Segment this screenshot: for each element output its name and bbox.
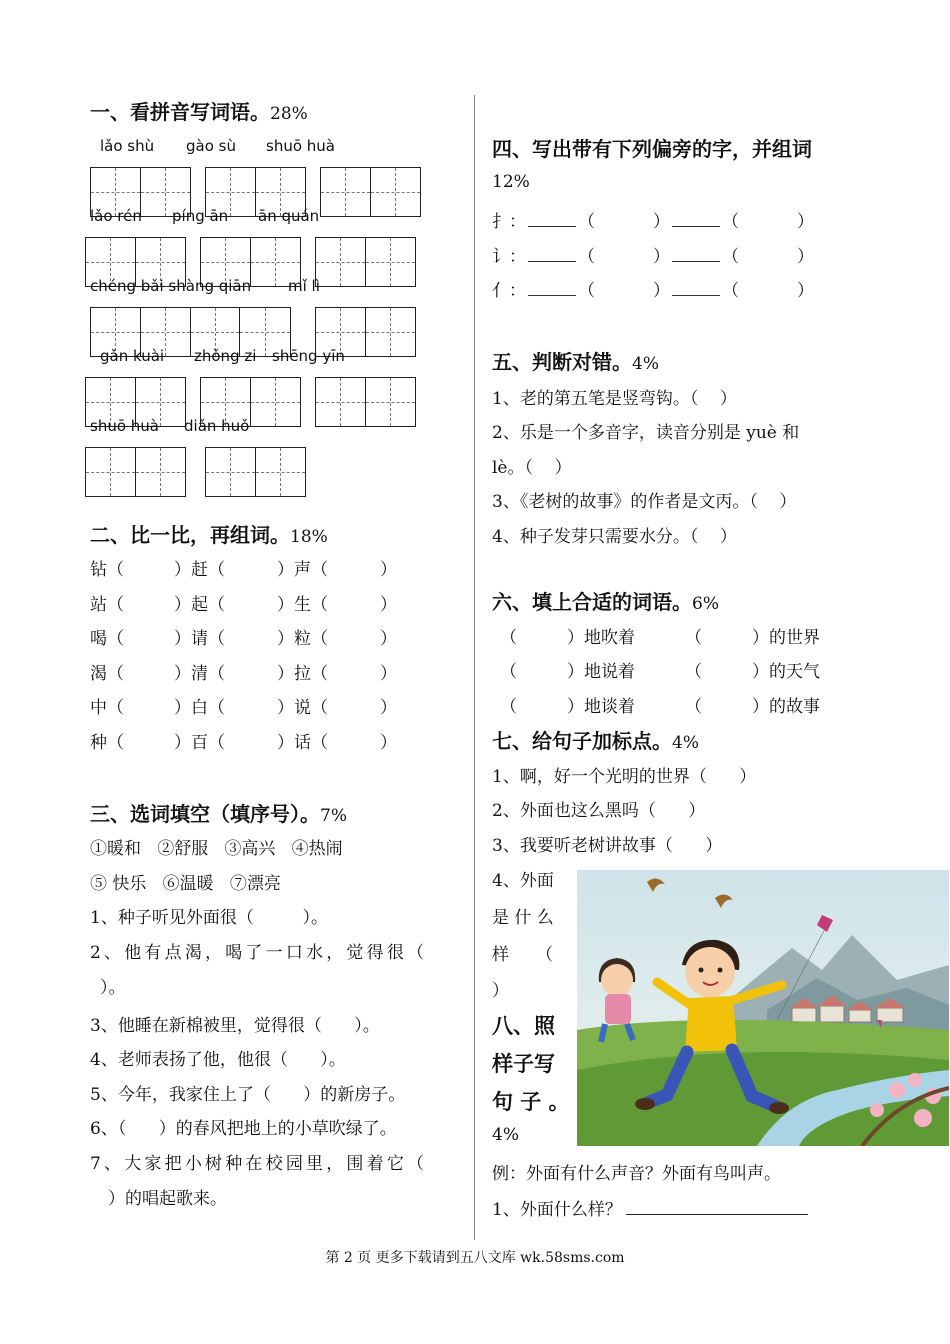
section6-title: 六、填上合适的词语。6% — [492, 590, 719, 614]
pinyin: shuō huà — [90, 417, 159, 435]
phrase-row: （ ）地说着 （ ）的天气 — [500, 662, 820, 682]
judge-question: 3、《老树的故事》的作者是文丙。（ ） — [492, 492, 797, 512]
section8-title: 句 子 。 — [492, 1090, 570, 1114]
compare-row: 中（ ）白（ ）说（ ） — [90, 698, 397, 718]
radical-row: 亻： （ ） （ ） — [492, 281, 814, 301]
pinyin: ān quán — [258, 207, 320, 225]
judge-question: lè。（ ） — [492, 458, 572, 478]
word-options: ①暖和 ②舒服 ③高兴 ④热闹 — [90, 839, 343, 859]
writing-grid[interactable] — [85, 447, 186, 497]
compare-row: 喝（ ）请（ ）粒（ ） — [90, 629, 397, 649]
section1-title: 一、看拼音写词语。28% — [90, 100, 308, 124]
judge-question: 1、老的第五笔是竖弯钩。（ ） — [492, 389, 737, 409]
pinyin: gào sù — [186, 137, 236, 155]
writing-grid[interactable] — [315, 237, 416, 287]
fill-question: ）的唱起歌来。 — [108, 1189, 227, 1209]
fill-question: ）。 — [100, 978, 126, 998]
pinyin: shēng yīn — [272, 347, 345, 365]
page-footer: 第 2 页 更多下载请到五八文库 wk.58sms.com — [325, 1250, 625, 1266]
pinyin: diǎn huǒ — [184, 417, 250, 435]
section3-title: 三、选词填空（填序号）。7% — [90, 802, 347, 826]
word-options: ⑤ 快乐 ⑥温暖 ⑦漂亮 — [90, 874, 281, 894]
punct-question: ） — [492, 981, 509, 1001]
punct-question: 3、我要听老树讲故事（ ） — [492, 836, 723, 856]
compare-row: 钻（ ）赶（ ）声（ ） — [90, 560, 397, 580]
compare-row: 站（ ）起（ ）生（ ） — [90, 595, 397, 615]
pinyin: lǎo shù — [100, 137, 155, 155]
pinyin: lǎo rén — [90, 207, 142, 225]
writing-grid[interactable] — [320, 167, 421, 217]
pinyin: zhǒng zi — [194, 347, 257, 365]
pinyin: shuō huà — [266, 137, 335, 155]
punct-question: 2、外面也这么黑吗（ ） — [492, 801, 706, 821]
punct-question: 1、啊，好一个光明的世界（ ） — [492, 767, 757, 787]
column-divider — [474, 95, 475, 1240]
example-sentence: 例：外面有什么声音？外面有鸟叫声。 — [492, 1164, 781, 1184]
illustration-children-running — [577, 870, 949, 1146]
section5-title: 五、判断对错。4% — [492, 350, 659, 374]
compare-row: 种（ ）百（ ）话（ ） — [90, 733, 397, 753]
section8-title: 八、照 — [492, 1014, 555, 1038]
judge-question: 4、种子发芽只需要水分。（ ） — [492, 527, 737, 547]
fill-question: 2、他有点渴，喝了一口水，觉得很（ — [90, 943, 428, 963]
punct-question: 样 （ — [492, 945, 554, 965]
writing-grid[interactable] — [205, 447, 306, 497]
section4-title: 四、写出带有下列偏旁的字，并组词 — [492, 137, 812, 161]
fill-question: 3、他睡在新棉被里，觉得很（ ）。 — [90, 1016, 380, 1036]
punct-question: 4、外面 — [492, 871, 554, 891]
answer-line[interactable] — [626, 1214, 808, 1215]
section2-title: 二、比一比，再组词。18% — [90, 523, 328, 547]
section4-score: 12% — [492, 172, 530, 192]
section7-title: 七、给句子加标点。4% — [492, 729, 699, 753]
pinyin: chéng bǎi shàng qiān — [90, 277, 252, 295]
radical-row: 讠： （ ） （ ） — [492, 247, 814, 267]
fill-question: 5、今年，我家住上了（ ）的新房子。 — [90, 1085, 406, 1105]
fill-question: 6、（ ）的春风把地上的小草吹绿了。 — [90, 1119, 397, 1139]
fill-question: 1、种子听见外面很（ ）。 — [90, 908, 328, 928]
punct-question: 是 什 么 — [492, 908, 554, 928]
phrase-row: （ ）地谈着 （ ）的故事 — [500, 697, 820, 717]
judge-question: 2、乐是一个多音字，读音分别是 yuè 和 — [492, 423, 800, 443]
compare-row: 渴（ ）清（ ）拉（ ） — [90, 664, 397, 684]
phrase-row: （ ）地吹着 （ ）的世界 — [500, 628, 820, 648]
fill-question: 4、老师表扬了他，他很（ ）。 — [90, 1050, 346, 1070]
pinyin: gǎn kuài — [100, 347, 165, 365]
rewrite-question: 1、外面什么样？ — [492, 1195, 808, 1220]
writing-grid[interactable] — [315, 377, 416, 427]
radical-row: 扌： （ ） （ ） — [492, 212, 814, 232]
pinyin: píng ān — [172, 207, 229, 225]
fill-question: 7、大家把小树种在校园里，围着它（ — [90, 1154, 428, 1174]
pinyin: mǐ lì — [288, 277, 320, 295]
section8-score: 4% — [492, 1125, 519, 1145]
section8-title: 样子写 — [492, 1052, 555, 1076]
